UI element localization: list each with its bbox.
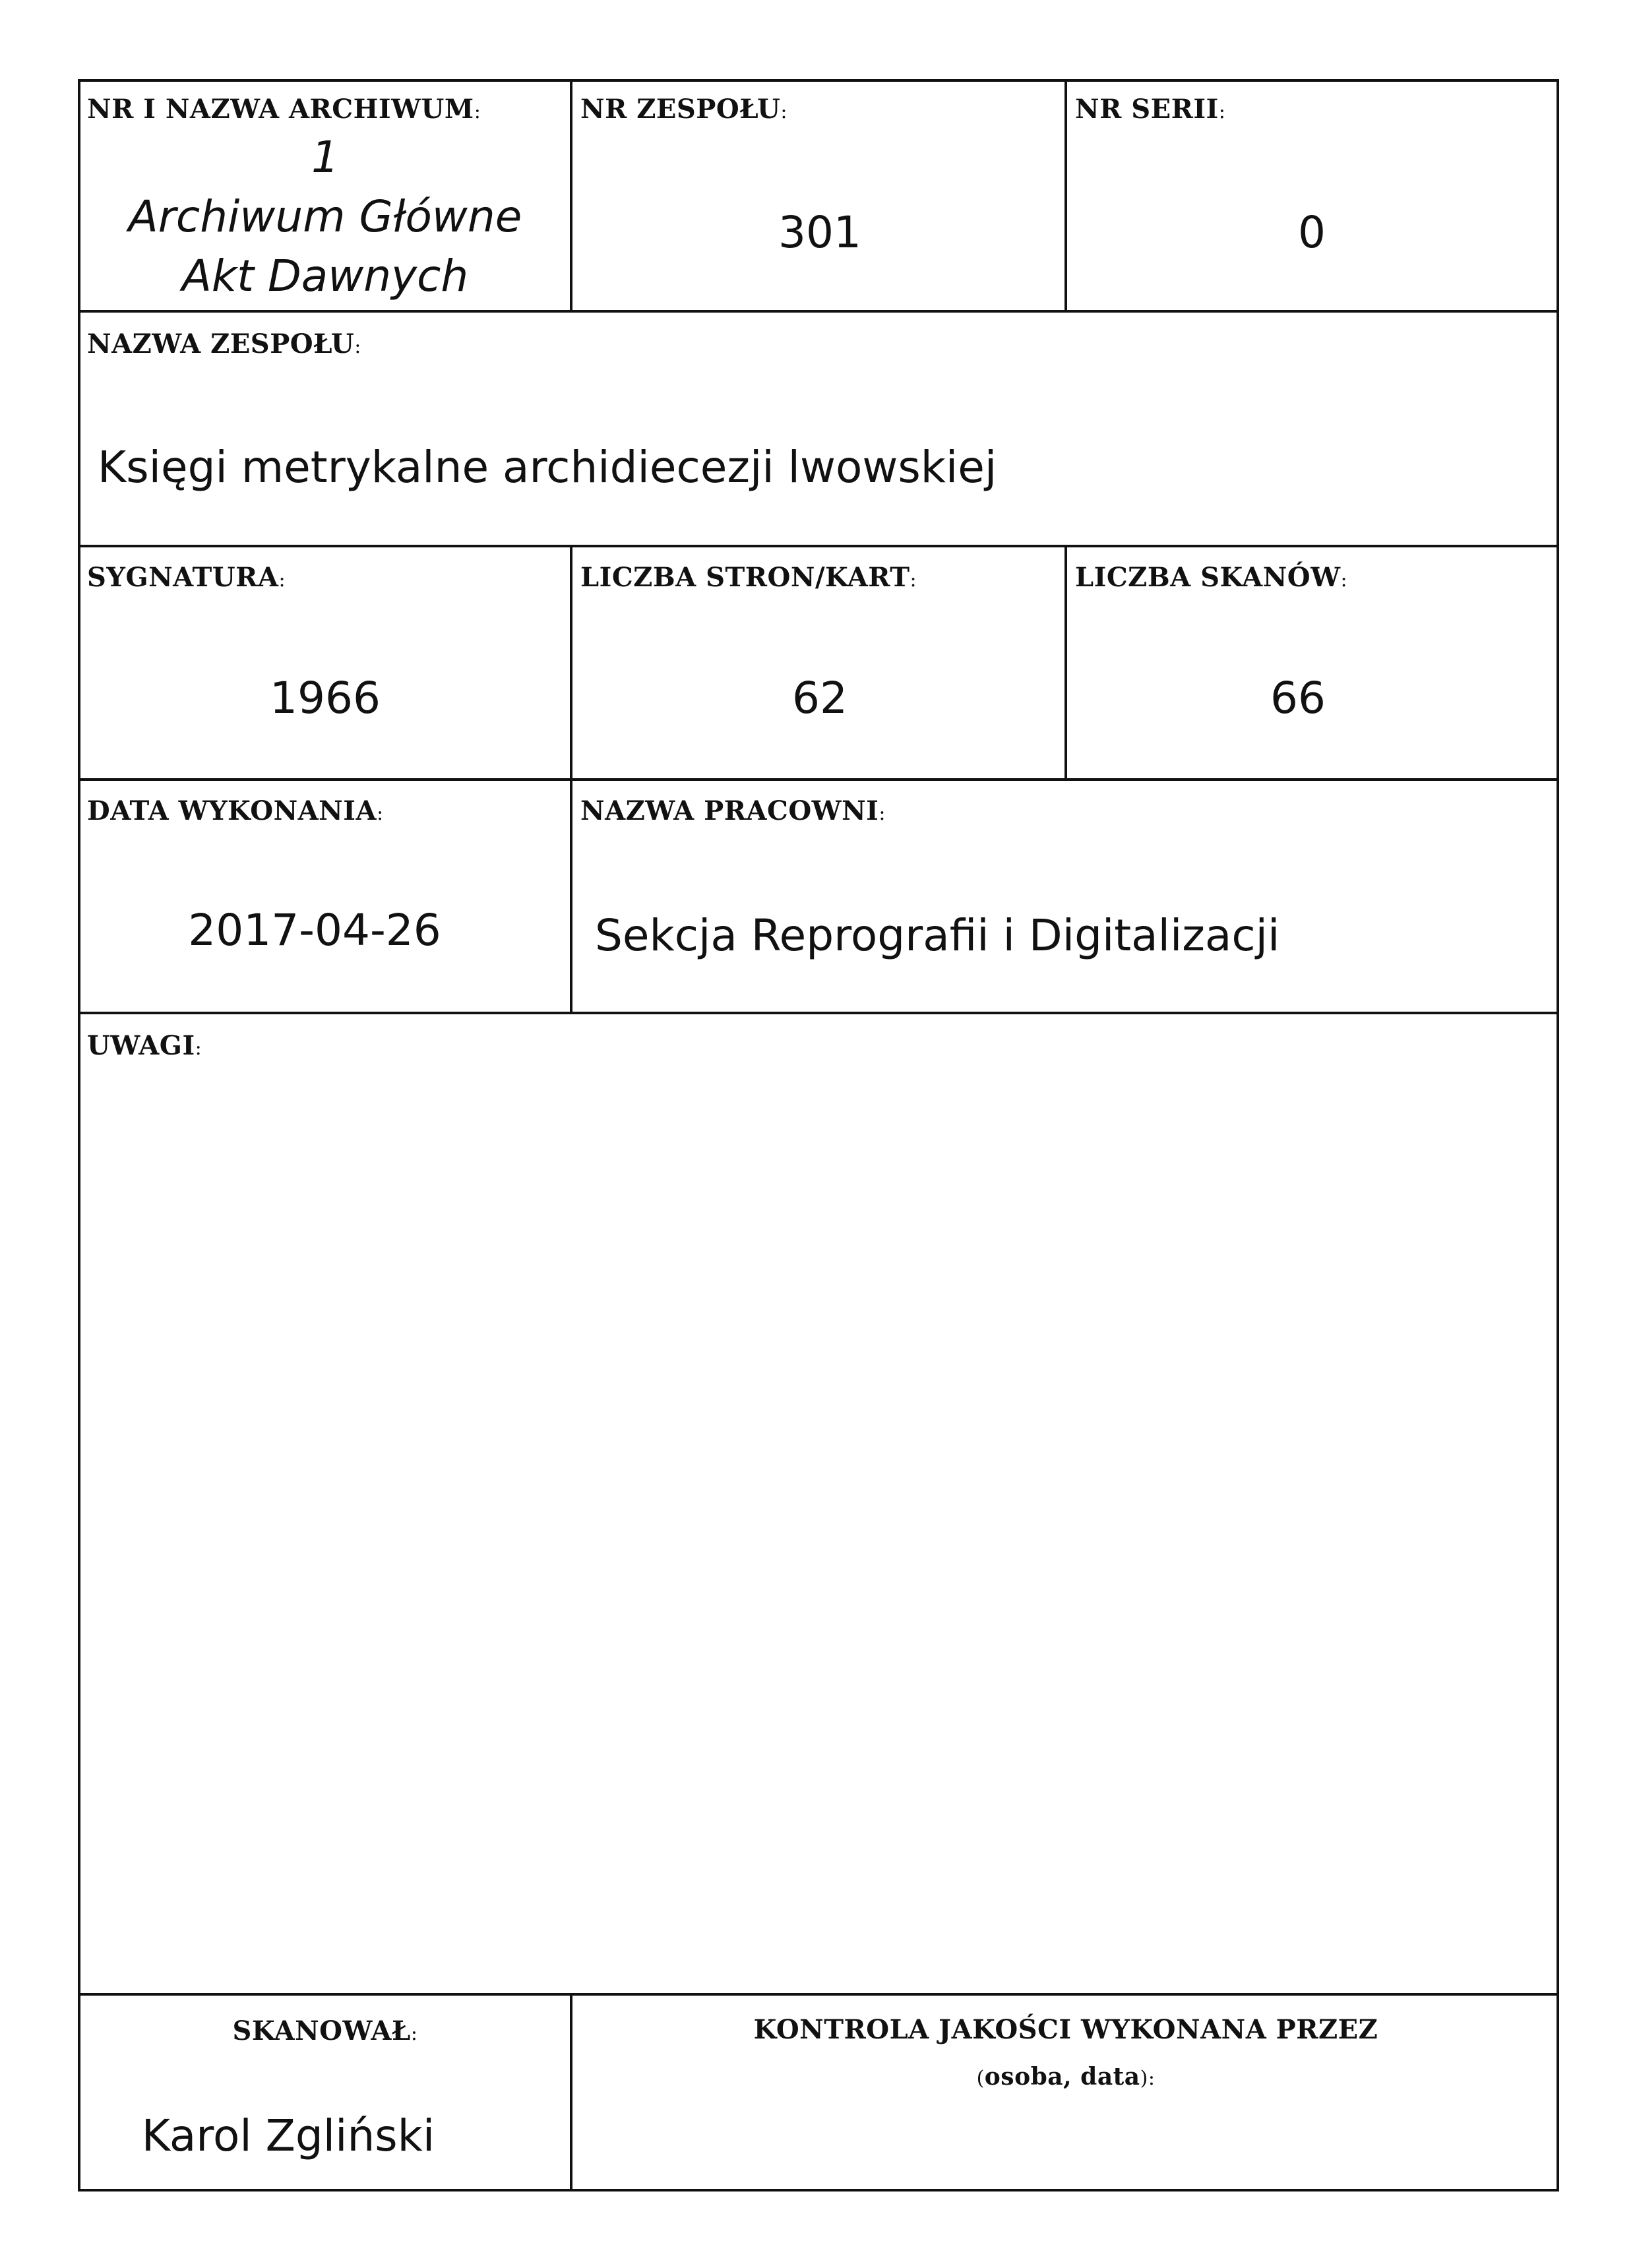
signature-label: SYGNATURA: <box>87 562 286 593</box>
rule-row4 <box>78 1012 1559 1014</box>
rule-row1 <box>78 310 1559 313</box>
rule-row2 <box>78 545 1559 547</box>
scans-value: 66 <box>1270 673 1326 723</box>
vrule-row3-b <box>1064 545 1067 780</box>
pages-value: 62 <box>792 673 848 723</box>
date-label: DATA WYKONANIA: <box>87 795 384 826</box>
fonds-number-value: 301 <box>778 207 861 258</box>
series-number-value: 0 <box>1298 207 1326 258</box>
archive-name-line1: Archiwum Główne <box>128 191 522 242</box>
pages-label: LICZBA STRON/KART: <box>580 562 917 593</box>
rule-row3 <box>78 778 1559 781</box>
scanned-by-label: SKANOWAŁ: <box>232 2015 418 2046</box>
signature-value: 1966 <box>270 673 381 723</box>
rule-row5 <box>78 1993 1559 1996</box>
series-number-label: NR SERII: <box>1075 94 1226 125</box>
notes-label: UWAGI: <box>87 1030 202 1061</box>
vrule-row1-b <box>1064 79 1067 311</box>
studio-value: Sekcja Reprografii i Digitalizacji <box>595 910 1280 961</box>
quality-control-sublabel: (osoba, data): <box>976 2063 1156 2091</box>
vrule-row3-a <box>570 545 572 780</box>
date-value: 2017-04-26 <box>188 905 441 956</box>
scans-label: LICZBA SKANÓW: <box>1075 562 1348 593</box>
card-frame <box>78 79 1559 2191</box>
scanned-by-value: Karol Zgliński <box>141 2110 435 2161</box>
archive-label: NR I NAZWA ARCHIWUM: <box>87 94 481 125</box>
fonds-number-label: NR ZESPOŁU: <box>580 94 787 125</box>
archive-number: 1 <box>311 132 339 183</box>
vrule-row4 <box>570 778 572 1013</box>
vrule-row1-a <box>570 79 572 311</box>
quality-control-label: KONTROLA JAKOŚCI WYKONANA PRZEZ <box>753 2014 1378 2045</box>
studio-label: NAZWA PRACOWNI: <box>580 795 886 826</box>
fonds-name-label: NAZWA ZESPOŁU: <box>87 328 361 359</box>
fonds-name-value: Księgi metrykalne archidiecezji lwowskiej <box>98 442 997 493</box>
archive-name-line2: Akt Dawnych <box>181 251 469 301</box>
